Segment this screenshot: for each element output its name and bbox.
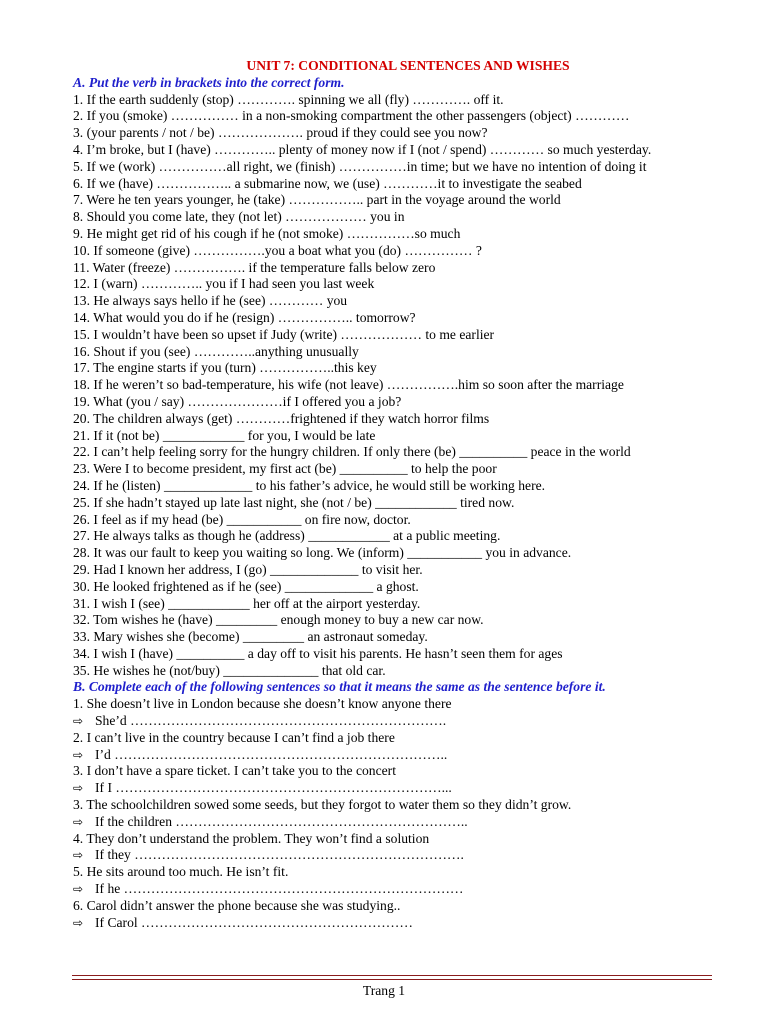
exercise-item: 3. (your parents / not / be) ………………. proud if they could see you now? (73, 125, 488, 141)
rewrite-answer-line (73, 747, 713, 764)
rewrite-prompt: 2. I can’t live in the country because I can’t find a job there (73, 729, 395, 745)
exercise-item: 2. If you (smoke) …………… in a non-smoking compartment the other passengers (object) ………… (73, 108, 630, 124)
exercise-item: 9. He might get rid of his cough if he (not smoke) ……………so much (73, 225, 461, 241)
exercise-item: 20. The children always (get) …………frightened if they watch horror films (73, 410, 490, 426)
unit-title: UNIT 7: CONDITIONAL SENTENCES AND WISHES (246, 58, 570, 73)
rewrite-prompt: 4. They don’t understand the problem. They won’t find a solution (73, 830, 430, 846)
exercise-item: 24. If he (listen) _____________ to his father’s advice, he would still be working here. (73, 477, 546, 493)
section-a-heading: A. Put the verb in brackets into the correct form. (73, 74, 345, 90)
exercise-item: 31. I wish I (see) ____________ her off at the airport yesterday. (73, 595, 421, 611)
rewrite-answer-line (73, 713, 713, 730)
footer-rule-top (72, 975, 712, 976)
exercise-item: 14. What would you do if he (resign) …………….. tomorrow? (73, 309, 416, 325)
exercise-item: 4. I’m broke, but I (have) ………….. plenty of money now if I (not / spend) ………… so much yesterday. (73, 141, 652, 157)
exercise-item: 27. He always talks as though he (address) ____________ at a public meeting. (73, 528, 501, 544)
exercise-item: 21. If it (not be) ____________ for you, I would be late (73, 427, 376, 443)
exercise-item: 13. He always says hello if he (see) ………… you (73, 293, 348, 309)
answer-stem: I’d ……………………………………………………………….. (95, 746, 448, 762)
arrow-icon: ⇨ (73, 714, 84, 729)
arrow-icon: ⇨ (73, 848, 84, 863)
answer-stem: If the children ……………………………………………………….. (95, 813, 468, 829)
page-number: Trang 1 (362, 983, 406, 998)
exercise-item: 26. I feel as if my head (be) ___________ on fire now, doctor. (73, 511, 411, 527)
worksheet-page (73, 58, 713, 931)
arrow-icon: ⇨ (73, 747, 84, 762)
exercise-item: 19. What (you / say) …………………if I offered you a job? (73, 393, 402, 409)
exercise-item: 16. Shout if you (see) …………..anything unusually (73, 343, 359, 359)
rewrite-answer-line (73, 780, 713, 797)
exercise-item: 6. If we (have) …………….. a submarine now, we (use) …………it to investigate the seabed (73, 175, 582, 191)
section-a-list (73, 92, 713, 680)
exercise-item: 12. I (warn) ………….. you if I had seen you last week (73, 276, 375, 292)
exercise-item: 33. Mary wishes she (become) _________ an astronaut someday. (73, 629, 428, 645)
rewrite-prompt: 5. He sits around too much. He isn’t fit. (73, 864, 289, 880)
exercise-item: 23. Were I to become president, my first act (be) __________ to help the poor (73, 461, 497, 477)
exercise-item: 32. Tom wishes he (have) _________ enough money to buy a new car now. (73, 612, 484, 628)
answer-stem: If he ………………………………………………………………… (95, 881, 464, 897)
section-b-list (73, 696, 713, 931)
exercise-item: 10. If someone (give) …………….you a boat what you (do) …………… ? (73, 242, 482, 258)
exercise-item: 22. I can’t help feeling sorry for the hungry children. If only there (be) __________ peace in the world (73, 444, 631, 460)
exercise-item: 28. It was our fault to keep you waiting so long. We (inform) ___________ you in advance. (73, 545, 572, 561)
arrow-icon: ⇨ (73, 882, 84, 897)
arrow-icon: ⇨ (73, 915, 84, 930)
exercise-item: 29. Had I known her address, I (go) _____________ to visit her. (73, 561, 423, 577)
exercise-item: 25. If she hadn’t stayed up late last night, she (not / be) ____________ tired now. (73, 494, 515, 510)
rewrite-answer-line (73, 881, 713, 898)
exercise-item: 1. If the earth suddenly (stop) …………. spinning we all (fly) …………. off it. (73, 91, 504, 107)
exercise-item: 18. If he weren’t so bad-temperature, his wife (not leave) …………….him so soon after the marriage (73, 377, 624, 393)
exercise-item: 34. I wish I (have) __________ a day off to visit his parents. He hasn’t seen them for ages (73, 645, 563, 661)
rewrite-prompt: 6. Carol didn’t answer the phone because she was studying.. (73, 897, 401, 913)
answer-stem: She’d ……………………………………………………………. (95, 713, 447, 729)
arrow-icon: ⇨ (73, 814, 84, 829)
rewrite-answer-line (73, 847, 713, 864)
exercise-item: 30. He looked frightened as if he (see) _____________ a ghost. (73, 578, 419, 594)
exercise-item: 7. Were he ten years younger, he (take) …………….. part in the voyage around the world (73, 192, 561, 208)
rewrite-prompt: 3. I don’t have a spare ticket. I can’t take you to the concert (73, 763, 396, 779)
exercise-item: 11. Water (freeze) ……………. if the temperature falls below zero (73, 259, 436, 275)
answer-stem: If I ………………………………………………………………... (95, 780, 452, 796)
section-b-heading: B. Complete each of the following sentences so that it means the same as the sentence before it. (73, 679, 606, 695)
exercise-item: 5. If we (work) ……………all right, we (finish) ……………in time; but we have no intention of doing it (73, 158, 647, 174)
exercise-item: 17. The engine starts if you (turn) ……………..this key (73, 360, 377, 376)
answer-stem: If Carol …………………………………………………… (95, 914, 413, 930)
rewrite-prompt: 3. The schoolchildren sowed some seeds, but they forgot to water them so they didn’t grow. (73, 797, 572, 813)
exercise-item: 15. I wouldn’t have been so upset if Judy (write) ……………… to me earlier (73, 326, 495, 342)
exercise-item: 8. Should you come late, they (not let) ……………… you in (73, 209, 405, 225)
answer-stem: If they ………………………………………………………………. (95, 847, 464, 863)
exercise-item: 35. He wishes he (not/buy) ______________ that old car. (73, 662, 386, 678)
rewrite-answer-line (73, 814, 713, 831)
rewrite-prompt: 1. She doesn’t live in London because she doesn’t know anyone there (73, 696, 452, 712)
arrow-icon: ⇨ (73, 781, 84, 796)
rewrite-answer-line (73, 915, 713, 932)
footer-rule-bottom (72, 979, 712, 980)
